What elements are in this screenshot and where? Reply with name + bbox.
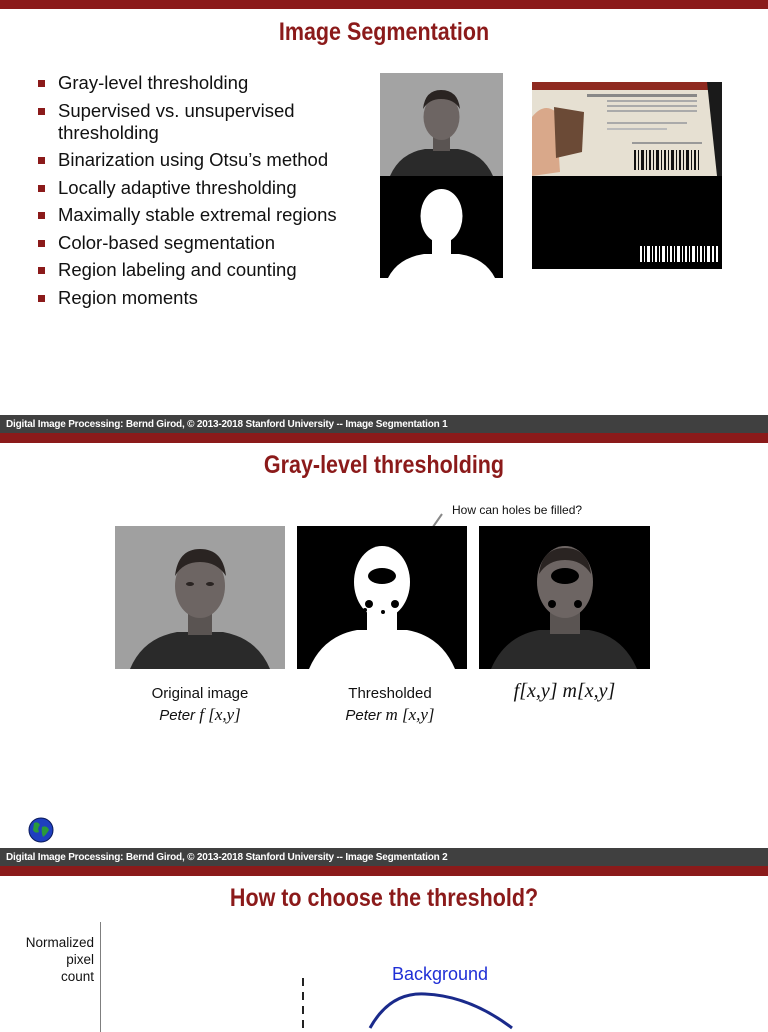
caption-original xyxy=(115,685,285,725)
chart-ylabel xyxy=(10,934,94,985)
caption-math: m [x,y] xyxy=(385,705,435,724)
bullet-square-icon xyxy=(38,108,45,115)
bullet-item xyxy=(36,72,366,94)
bullet-text: Gray-level thresholding xyxy=(58,72,249,93)
bullet-text: Locally adaptive thresholding xyxy=(58,176,297,198)
barcode-book-photo xyxy=(532,82,722,176)
background-curve xyxy=(370,994,512,1028)
holes-callout-text: How can holes be filled? xyxy=(452,503,583,517)
bullet-item xyxy=(36,204,366,226)
product-image xyxy=(479,526,650,669)
bullet-item xyxy=(36,100,366,122)
bullet-text: Binarization using Otsu’s method xyxy=(58,149,329,170)
bullet-item xyxy=(36,232,366,254)
bullet-item xyxy=(36,177,366,199)
caption-thresholded xyxy=(305,685,475,725)
barcode-mask-image xyxy=(532,176,722,269)
caption-original-line2 xyxy=(115,705,285,725)
bullet-item xyxy=(36,149,366,171)
slide3-title: How to choose the threshold? xyxy=(229,884,539,912)
ylabel-line1: Normalized xyxy=(25,935,94,950)
bullet-text: Maximally stable extremal regions xyxy=(58,204,337,225)
bullet-text: Region labeling and counting xyxy=(58,259,297,280)
original-image xyxy=(115,526,285,669)
caption-product: f[x,y] m[x,y] xyxy=(513,680,616,702)
slide2-footer-red-bar xyxy=(0,866,768,876)
bullet-text: Supervised vs. unsupervised xyxy=(58,99,295,121)
bullet-item xyxy=(36,259,366,281)
bullet-text: Color-based segmentation xyxy=(58,231,275,253)
slide2-title: Gray-level thresholding xyxy=(263,451,505,479)
caption-math: f [x,y] xyxy=(199,705,241,724)
slide1-top-bar xyxy=(0,0,768,9)
face-mask-image xyxy=(380,176,503,278)
ylabel-line2: pixel xyxy=(66,952,94,967)
slide1-bullet-list xyxy=(36,72,366,314)
bullet-square-icon xyxy=(38,240,45,247)
background-label: Background xyxy=(392,964,489,984)
caption-thresholded-line1: Thresholded xyxy=(348,685,432,702)
slide1-title: Image Segmentation xyxy=(278,18,490,46)
caption-text: Peter xyxy=(159,707,200,724)
face-photo xyxy=(380,73,503,176)
bullet-square-icon xyxy=(38,80,45,87)
bullet-text: Region moments xyxy=(58,286,198,308)
thresholded-image xyxy=(297,526,467,669)
bullet-square-icon xyxy=(38,267,45,274)
slide2-footer: Digital Image Processing: Bernd Girod, © 2013-2018 Stanford University -- Image Segmentation 2 xyxy=(0,848,768,867)
bullet-square-icon xyxy=(38,157,45,164)
caption-text: Peter xyxy=(345,707,386,724)
bullet-square-icon xyxy=(38,295,45,302)
slide1-footer: Digital Image Processing: Bernd Girod, © 2013-2018 Stanford University -- Image Segmentation 1 xyxy=(0,415,768,434)
bullet-item-continuation xyxy=(36,122,366,144)
bullet-item xyxy=(36,287,366,309)
ylabel-line3: count xyxy=(60,969,94,984)
caption-original-line1: Original image xyxy=(151,685,249,702)
bullet-square-icon xyxy=(38,212,45,219)
globe-icon[interactable] xyxy=(28,817,54,843)
bullet-text: thresholding xyxy=(58,121,159,143)
bullet-square-icon xyxy=(38,185,45,192)
slide1-footer-red-bar xyxy=(0,433,768,443)
caption-thresholded-line2 xyxy=(305,705,475,725)
